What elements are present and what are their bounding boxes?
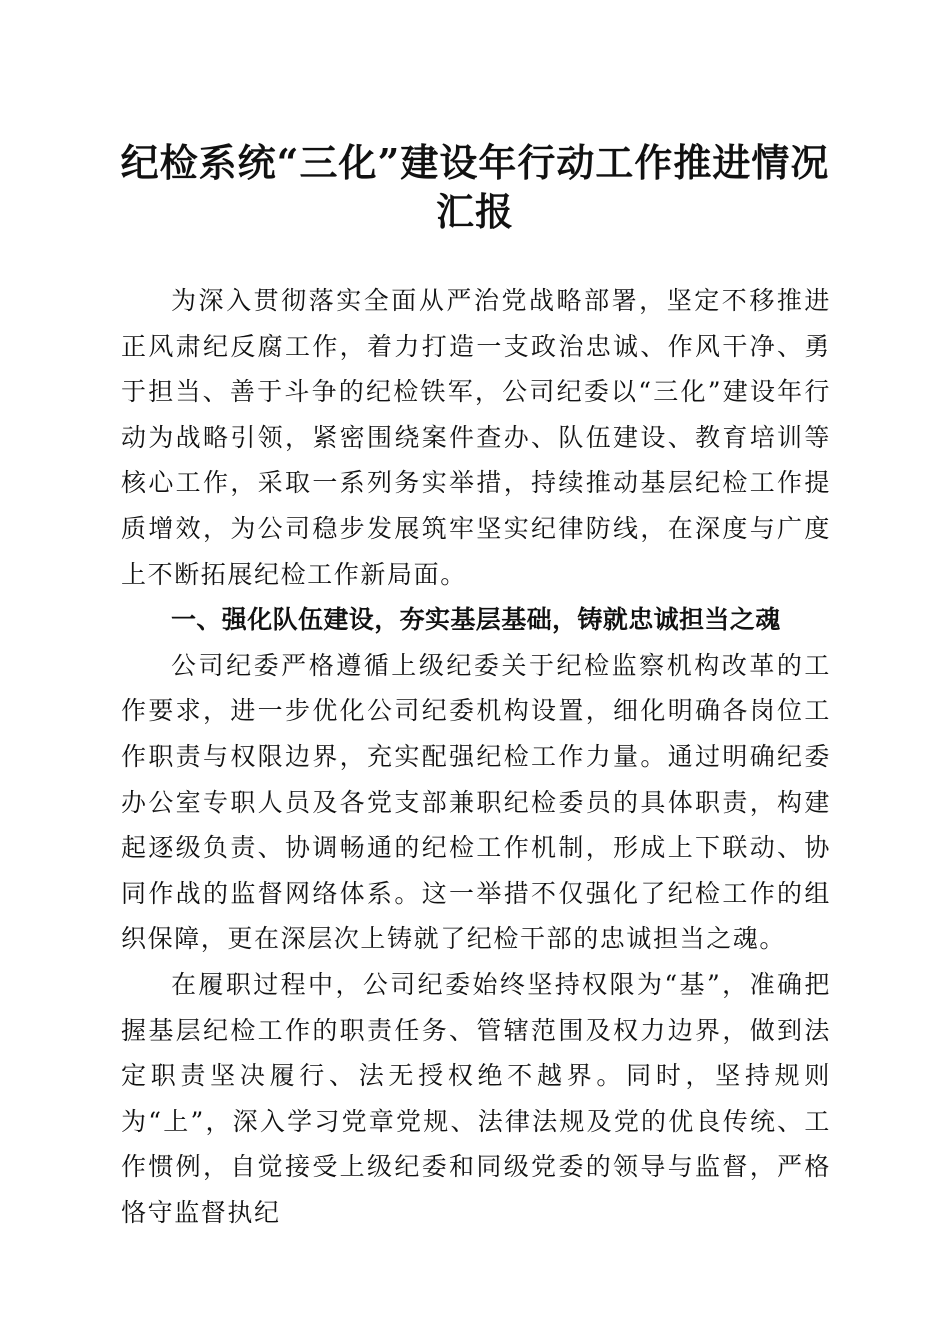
section-heading-1: 一、强化队伍建设，夯实基层基础，铸就忠诚担当之魂 [171, 605, 781, 635]
document-title: 纪检系统“三化”建设年行动工作推进情况汇报 [120, 140, 830, 234]
document-body [121, 278, 831, 1235]
section-1-paragraph-1: 公司纪委严格遵循上级纪委关于纪检监察机构改革的工作要求，进一步优化公司纪委机构设置，细化明确各岗位工作职责与权限边界，充实配强纪检工作力量。通过明确纪委办公室专职人员及各党支部兼职纪检委员的具体职责，构建起逐级负责、协调畅通的纪检工作机制，形成上下联动、协同作战的监督网络体系。这一举措不仅强化了纪检工作的组织保障，更在深层次上铸就了纪检干部的忠诚担当之魂。 [121, 650, 831, 954]
section-1-paragraph-2: 在履职过程中，公司纪委始终坚持权限为“基”，准确把握基层纪检工作的职责任务、管辖范围及权力边界，做到法定职责坚决履行、法无授权绝不越界。同时，坚持规则为“上”，深入学习党章党规、法律法规及党的优良传统、工作惯例，自觉接受上级纪委和同级党委的领导与监督，严格恪守监督执纪 [121, 969, 831, 1227]
intro-paragraph: 为深入贯彻落实全面从严治党战略部署，坚定不移推进正风肃纪反腐工作，着力打造一支政治忠诚、作风干净、勇于担当、善于斗争的纪检铁军，公司纪委以“三化”建设年行动为战略引领，紧密围绕案件查办、队伍建设、教育培训等核心工作，采取一系列务实举措，持续推动基层纪检工作提质增效，为公司稳步发展筑牢坚实纪律防线，在深度与广度上不断拓展纪检工作新局面。 [121, 286, 831, 589]
